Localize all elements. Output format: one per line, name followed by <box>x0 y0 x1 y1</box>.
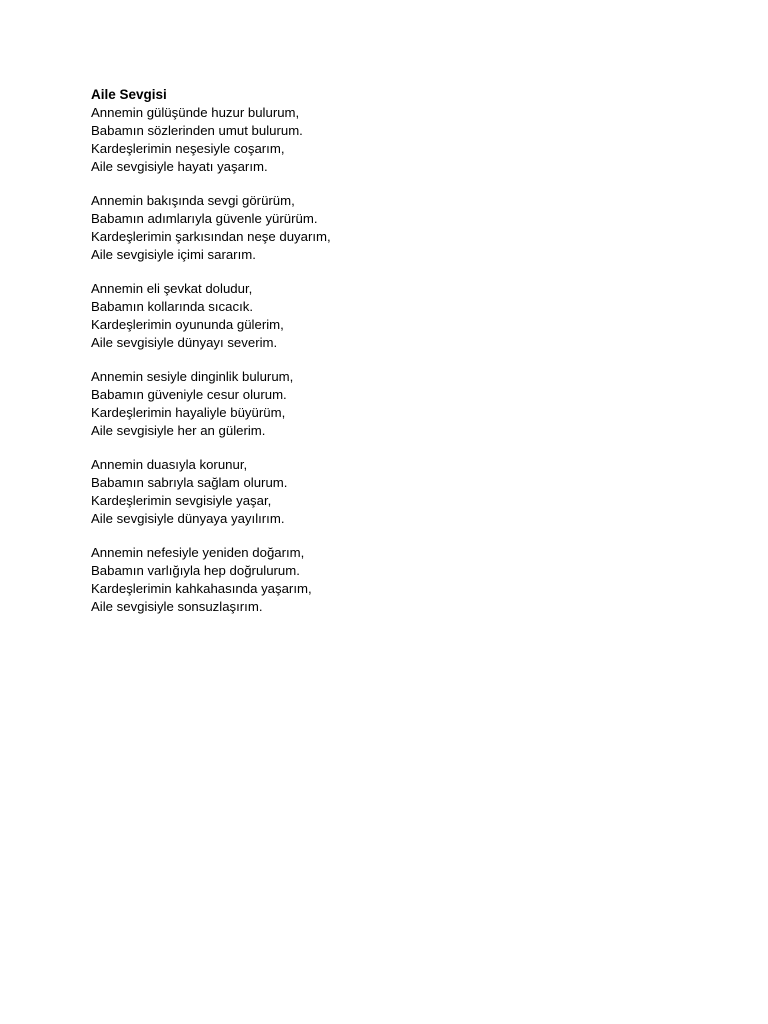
poem-line: Babamın adımlarıyla güvenle yürürüm. <box>91 211 318 226</box>
poem-line: Annemin eli şevkat doludur, <box>91 281 253 296</box>
poem-line: Aile sevgisiyle her an gülerim. <box>91 423 266 438</box>
poem-line: Kardeşlerimin kahkahasında yaşarım, <box>91 581 312 596</box>
poem-line: Kardeşlerimin şarkısından neşe duyarım, <box>91 229 331 244</box>
poem-line: Babamın sözlerinden umut bulurum. <box>91 123 303 138</box>
poem-line: Aile sevgisiyle sonsuzlaşırım. <box>91 599 263 614</box>
stanza-5 <box>91 456 691 528</box>
poem-line: Kardeşlerimin sevgisiyle yaşar, <box>91 493 272 508</box>
poem-line: Babamın güveniyle cesur olurum. <box>91 387 287 402</box>
poem-line: Aile sevgisiyle dünyaya yayılırım. <box>91 511 285 526</box>
poem-line: Annemin nefesiyle yeniden doğarım, <box>91 545 305 560</box>
poem-line: Annemin sesiyle dinginlik bulurum, <box>91 369 294 384</box>
poem-line: Babamın kollarında sıcacık. <box>91 299 253 314</box>
poem-line: Babamın varlığıyla hep doğrulurum. <box>91 563 300 578</box>
stanza-6 <box>91 544 691 616</box>
stanza-2 <box>91 192 691 264</box>
poem-line: Kardeşlerimin oyununda gülerim, <box>91 317 284 332</box>
poem-line: Aile sevgisiyle hayatı yaşarım. <box>91 159 268 174</box>
poem-line: Annemin duasıyla korunur, <box>91 457 248 472</box>
stanza-1 <box>91 104 691 176</box>
poem-line: Aile sevgisiyle içimi sararım. <box>91 247 256 262</box>
poem-line: Aile sevgisiyle dünyayı severim. <box>91 335 278 350</box>
poem-line: Annemin gülüşünde huzur bulurum, <box>91 105 300 120</box>
poem-line: Kardeşlerimin neşesiyle coşarım, <box>91 141 285 156</box>
poem-line: Annemin bakışında sevgi görürüm, <box>91 193 295 208</box>
poem-line: Kardeşlerimin hayaliyle büyürüm, <box>91 405 286 420</box>
stanza-3 <box>91 280 691 352</box>
poem <box>91 86 691 632</box>
stanza-4 <box>91 368 691 440</box>
poem-title: Aile Sevgisi <box>91 87 167 102</box>
poem-line: Babamın sabrıyla sağlam olurum. <box>91 475 288 490</box>
